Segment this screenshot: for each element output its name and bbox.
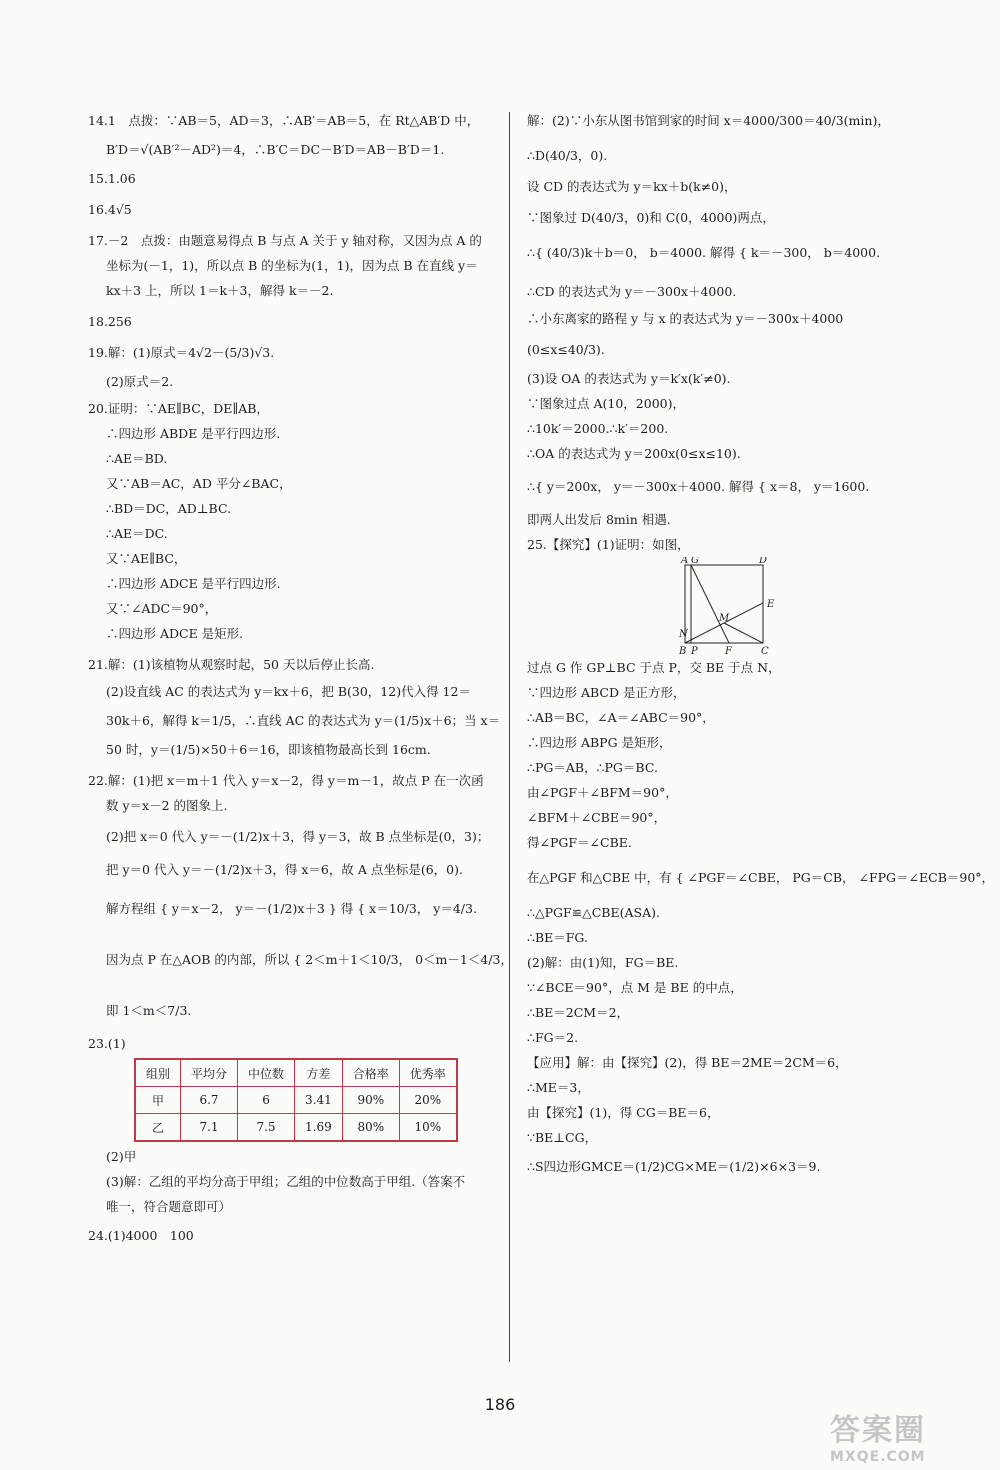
text-line: ∵图象过 D(40/3，0)和 C(0，4000)两点，	[527, 210, 775, 225]
text-line: 22.解：(1)把 x＝m＋1 代入 y＝x－2，得 y＝m－1，故点 P 在一次函	[88, 773, 484, 788]
text-line: (2)解：由(1)知，FG＝BE.	[527, 955, 679, 970]
score-table	[134, 1058, 458, 1142]
text-line: ∴{ y＝200x， y＝－300x＋4000. 解得 { x＝8， y＝1600.	[527, 479, 870, 494]
text-line: ∴AE＝BD.	[106, 451, 168, 466]
text-line: ∵四边形 ABCD 是正方形，	[527, 685, 686, 700]
table-cell: 90%	[342, 1087, 399, 1114]
table-row	[135, 1087, 457, 1114]
text-line: ∴四边形 ADCE 是矩形.	[106, 626, 244, 641]
text-line: 由∠PGF＋∠BFM＝90°，	[527, 785, 678, 800]
table-cell: 优秀率	[399, 1059, 457, 1087]
watermark-en: MXQE.COM	[830, 1449, 926, 1465]
text-line: ∴CD 的表达式为 y＝－300x＋4000.	[527, 284, 737, 299]
text-line: 50 时，y＝(1/5)×50＋6＝16，即该植物最高长到 16cm.	[106, 742, 431, 757]
text-line: 17.－2 点拨：由题意易得点 B 与点 A 关于 y 轴对称，又因为点 A 的	[88, 233, 482, 248]
text-line: 25.【探究】(1)证明：如图，	[527, 537, 690, 552]
table-cell: 合格率	[342, 1059, 399, 1087]
right-lines-2	[527, 659, 995, 1175]
figure-point-label: D	[759, 557, 768, 566]
text-line: ∴△PGF≌△CBE(ASA).	[527, 905, 660, 920]
text-line: 得∠PGF＝∠CBE.	[527, 835, 632, 850]
table-cell: 组别	[135, 1059, 181, 1087]
figure-point-label: C	[761, 646, 769, 655]
text-line: 设 CD 的表达式为 y＝kx＋b(k≠0)，	[527, 179, 737, 194]
figure-point-label: M	[719, 613, 730, 624]
text-line: 20.证明：∵AE∥BC，DE∥AB，	[88, 401, 269, 416]
text-line: 18.256	[88, 314, 132, 329]
page-number: 186	[484, 1395, 516, 1414]
text-line: 又∵AE∥BC，	[106, 551, 187, 566]
text-line: 即 1＜m＜7/3.	[106, 1003, 192, 1018]
text-line: 15.1.06	[88, 171, 136, 186]
square-geometry-figure	[677, 557, 787, 655]
column-divider	[509, 112, 510, 1362]
text-line: ∴PG＝AB，∴PG＝BC.	[527, 760, 658, 775]
text-line: (0≤x≤40/3).	[527, 342, 605, 357]
text-line: ∴FG＝2.	[527, 1030, 579, 1045]
text-line: ∵BE⊥CG，	[527, 1130, 598, 1145]
figure-point-label: G	[691, 557, 699, 566]
figure-point-label: F	[725, 646, 732, 655]
text-line: ∴OA 的表达式为 y＝200x(0≤x≤10).	[527, 446, 741, 461]
table-cell: 20%	[399, 1087, 457, 1114]
table-cell: 3.41	[295, 1087, 343, 1114]
text-line: 30k＋6，解得 k＝1/5，∴直线 AC 的表达式为 y＝(1/5)x＋6；当 x＝	[106, 713, 501, 728]
text-line: ∴BE＝2CM＝2，	[527, 1005, 630, 1020]
text-line: 14.1 点拨：∵AB＝5，AD＝3，∴AB′＝AB＝5，在 Rt△AB′D 中，	[88, 113, 480, 128]
text-line: B′D＝√(AB′²－AD²)＝4，∴B′C＝DC－B′D＝AB－B′D＝1.	[106, 142, 445, 157]
text-line: (3)解：乙组的平均分高于甲组；乙组的中位数高于甲组.（答案不	[106, 1174, 466, 1189]
table-cell: 7.5	[238, 1114, 295, 1142]
table-cell: 10%	[399, 1114, 457, 1142]
table-cell: 中位数	[238, 1059, 295, 1087]
text-line: ∴AE＝DC.	[106, 526, 168, 541]
right-lines	[527, 112, 927, 553]
table-cell: 甲	[135, 1087, 181, 1114]
table-cell: 7.1	[181, 1114, 238, 1142]
table-header-row	[135, 1059, 457, 1087]
text-line: ∴BE＝FG.	[527, 930, 588, 945]
text-line: ∴小东离家的路程 y 与 x 的表达式为 y＝－300x＋4000	[527, 311, 844, 326]
figure-point-label: N	[679, 629, 688, 640]
text-line: 数 y＝x－2 的图象上.	[106, 798, 228, 813]
text-line: (3)设 OA 的表达式为 y＝k′x(k′≠0).	[527, 371, 731, 386]
text-line: 24.(1)4000 100	[88, 1228, 194, 1243]
text-line: 16.4√5	[88, 202, 132, 217]
text-line: 坐标为(－1，1)，所以点 B 的坐标为(1，1)，因为点 B 在直线 y＝	[106, 258, 478, 273]
text-line: 解：(2)∵小东从图书馆到家的时间 x＝4000/300＝40/3(min)，	[527, 113, 890, 128]
text-line: ∵∠BCE＝90°，点 M 是 BE 的中点，	[527, 980, 743, 995]
text-line: ∴四边形 ADCE 是平行四边形.	[106, 576, 281, 591]
right-column	[527, 112, 995, 1175]
text-line: 19.解：(1)原式＝4√2－(5/3)√3.	[88, 345, 275, 360]
text-line: ∴{ (40/3)k＋b＝0， b＝4000. 解得 { k＝－300， b＝4000.	[527, 245, 881, 260]
text-line: ∠BFM＋∠CBE＝90°，	[527, 810, 667, 825]
left-column	[88, 112, 513, 1244]
left-lines	[88, 112, 513, 1052]
text-line: 唯一，符合题意即可）	[106, 1199, 232, 1214]
left-lines-2	[88, 1148, 493, 1244]
table-cell: 方差	[295, 1059, 343, 1087]
text-line: ∴S四边形GMCE＝(1/2)CG×ME＝(1/2)×6×3＝9.	[527, 1159, 821, 1174]
text-line: 过点 G 作 GP⊥BC 于点 P，交 BE 于点 N，	[527, 660, 781, 675]
text-line: (2)把 x＝0 代入 y＝－(1/2)x＋3，得 y＝3，故 B 点坐标是(0，3)；	[106, 829, 490, 844]
text-line: 由【探究】(1)，得 CG＝BE＝6，	[527, 1105, 720, 1120]
figure-point-label: P	[691, 646, 698, 655]
figure-point-label: E	[767, 599, 775, 610]
text-line: 21.解：(1)该植物从观察时起，50 天以后停止长高.	[88, 657, 375, 672]
text-line: 23.(1)	[88, 1036, 126, 1051]
watermark-cn: 答案圈	[830, 1413, 926, 1448]
text-line: ∴D(40/3，0).	[527, 148, 608, 163]
table-row	[135, 1114, 457, 1142]
text-line: ∴AB＝BC，∠A＝∠ABC＝90°，	[527, 710, 715, 725]
text-line: 解方程组 { y＝x－2， y＝－(1/2)x＋3 } 得 { x＝10/3， y＝4/3.	[106, 901, 477, 916]
text-line: 在△PGF 和△CBE 中，有 { ∠PGF＝∠CBE， PG＝CB， ∠FPG＝∠ECB＝90°，	[527, 870, 995, 885]
table-cell: 1.69	[295, 1114, 343, 1142]
text-line: ∴四边形 ABPG 是矩形，	[527, 735, 672, 750]
figure-point-label: B	[679, 646, 687, 655]
text-line: 【应用】解：由【探究】(2)，得 BE＝2ME＝2CM＝6，	[527, 1055, 848, 1070]
text-line: (2)设直线 AC 的表达式为 y＝kx＋6，把 B(30，12)代入得 12＝	[106, 684, 471, 699]
text-line: (2)甲	[106, 1149, 137, 1164]
figure-point-label: A	[681, 557, 689, 566]
text-line: kx＋3 上，所以 1＝k＋3，解得 k＝－2.	[106, 283, 334, 298]
text-line: ∴BD＝DC，AD⊥BC.	[106, 501, 232, 516]
text-line: 即两人出发后 8min 相遇.	[527, 512, 671, 527]
table-cell: 乙	[135, 1114, 181, 1142]
text-line: 又∵∠ADC＝90°，	[106, 601, 218, 616]
text-line: ∴四边形 ABDE 是平行四边形.	[106, 426, 281, 441]
text-line: 把 y＝0 代入 y＝－(1/2)x＋3，得 x＝6，故 A 点坐标是(6，0).	[106, 862, 463, 877]
score-table-body	[135, 1059, 457, 1141]
text-line: ∴10k′＝2000.∴k′＝200.	[527, 421, 669, 436]
text-line: 又∵AB＝AC，AD 平分∠BAC，	[106, 476, 292, 491]
table-cell: 平均分	[181, 1059, 238, 1087]
text-line: 因为点 P 在△AOB 的内部，所以 { 2＜m＋1＜10/3， 0＜m－1＜4/3，	[106, 952, 513, 967]
text-line: ∵图象过点 A(10，2000)，	[527, 396, 685, 411]
table-cell: 80%	[342, 1114, 399, 1142]
text-line: (2)原式＝2.	[106, 374, 174, 389]
table-cell: 6.7	[181, 1087, 238, 1114]
table-cell: 6	[238, 1087, 295, 1114]
watermark-logo	[830, 1405, 990, 1463]
text-line: ∴ME＝3，	[527, 1080, 590, 1095]
